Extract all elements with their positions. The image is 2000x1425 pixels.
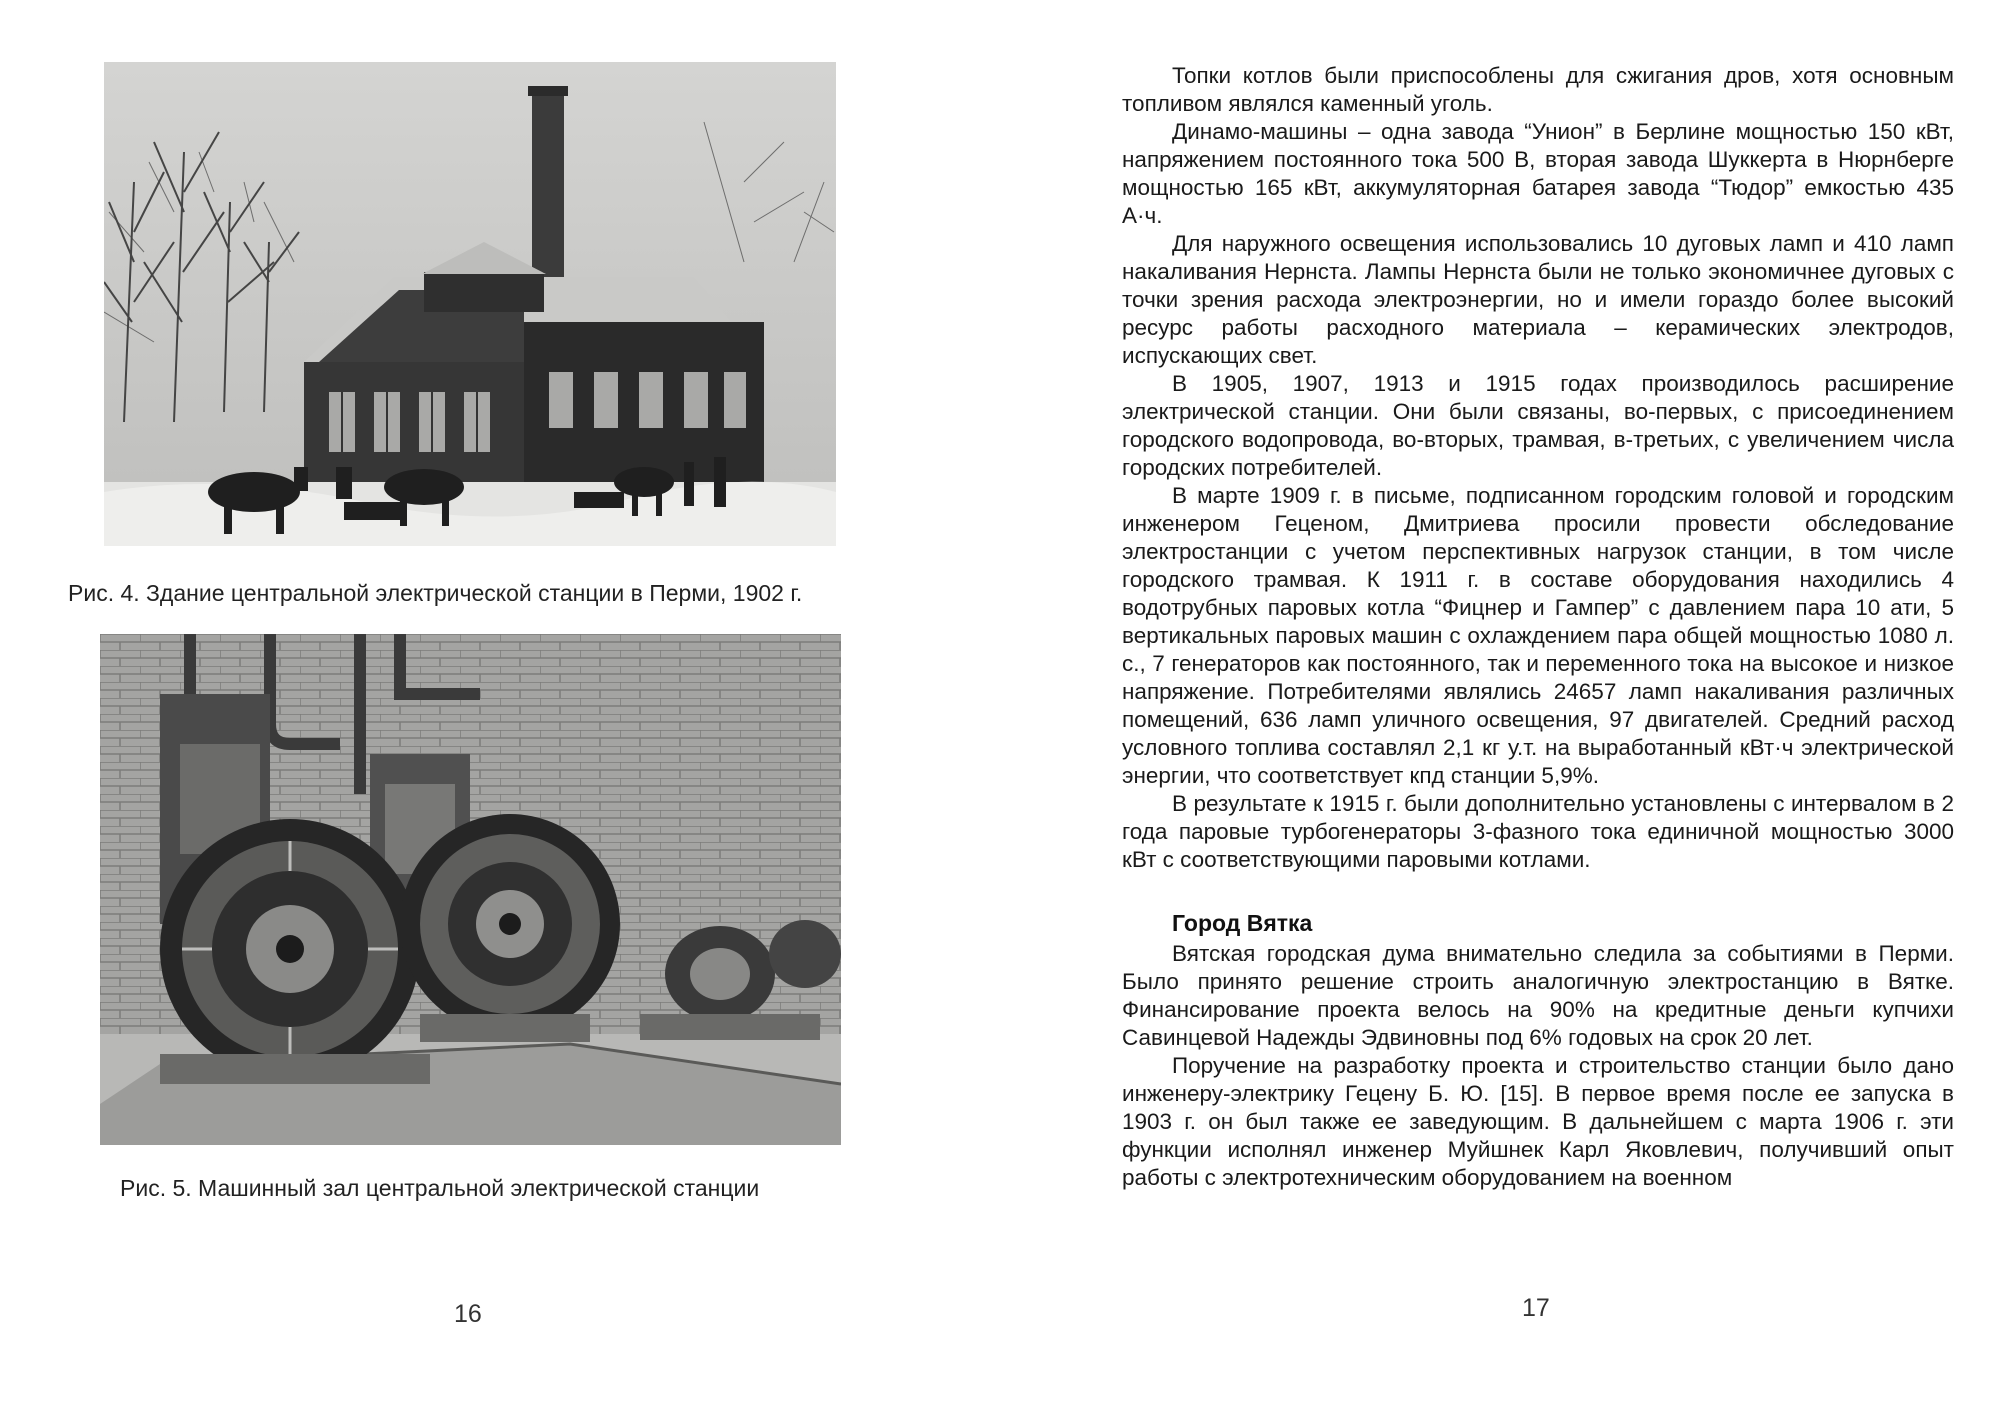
paragraph: Вятская городская дума внимательно следила за событиями в Перми. Было принято решение строить аналогичную электростанцию в Вятке. Финансирование проекта велось на 90% на кредитные деньги купчихи Савинцевой Надежды Эдвиновны под 6% годовых на срок 20 лет. (1122, 941, 1954, 1050)
figure-caption: Рис. 5. Машинный зал центральной электрической станции (120, 1175, 760, 1201)
paragraph: Для наружного освещения использовались 10 дуговых ламп и 410 ламп накаливания Нернста. Лампы Нернста были не только экономичнее дуговых с точки зрения расхода электроэнергии, но и имели гораздо более высокий ресурс работы расходного материала – керамических электродов, испускающих свет. (1122, 231, 1954, 368)
figure-caption: Рис. 4. Здание центральной электрической станции в Перми, 1902 г. (68, 580, 803, 606)
machine-hall-photo (100, 634, 841, 1145)
paragraph: В марте 1909 г. в письме, подписанном городским головой и городским инженером Геценом, Дмитриева просили провести обследование электростанции с учетом перспективных нагрузок станции, в том числе городского трамвая. К 1911 г. в составе оборудования находились 4 водотрубных паровых котла “Фицнер и Гампер” с давлением пара 10 ати, 5 вертикальных паровых машин с охлаждением пара общей мощностью 1080 л. с., 7 генераторов как постоянного, так и переменного тока на высокое и низкое напряжение. Потребителями являлись 24657 ламп накаливания различных помещений, 636 ламп уличного освещения, 97 двигателей. Средний расход условного топлива составлял 2,1 кг у.т. на выработанный кВт·ч электрической энергии, что соответствует кпд станции 5,9%. (1122, 483, 1954, 788)
paragraph: Топки котлов были приспособлены для сжигания дров, хотя основным топливом являлся каменный уголь. (1122, 63, 1954, 116)
paragraph: В 1905, 1907, 1913 и 1915 годах производилось расширение электрической станции. Они были связаны, во-первых, с присоединением городского водопровода, во-вторых, трамвая, в-третьих, с увеличением числа городских потребителей. (1122, 371, 1954, 480)
paragraph: Поручение на разработку проекта и строительство станции было дано инженеру-электрику Гецену Б. Ю. [15]. В первое время после ее запуска в 1903 г. он был также ее заведующим. В дальнейшем с марта 1906 г. эти функции исполнял инженер Муйшнек Карл Яковлевич, получивший опыт работы с электротехническим оборудованием на военном (1122, 1053, 1954, 1190)
body-text-column (1122, 62, 1954, 1192)
page-number: 17 (1522, 1294, 1550, 1322)
photo-machine-hall-generators-icon (100, 634, 841, 1145)
page-number: 16 (454, 1300, 482, 1328)
paragraph: В результате к 1915 г. были дополнительно установлены с интервалом в 2 года паровые турбогенераторы 3-фазного тока единичной мощностью 3000 кВт с соответствующими паровыми котлами. (1122, 791, 1954, 872)
section-heading: Город Вятка (1172, 910, 1313, 936)
paragraph: Динамо-машины – одна завода “Унион” в Берлине мощностью 150 кВт, напряжением постоянного тока 500 В, вторая завода Шуккерта в Нюрнберге мощностью 165 кВт, аккумуляторная батарея завода “Тюдор” емкостью 435 А·ч. (1122, 119, 1954, 228)
photo-power-station-building-winter-icon (104, 62, 836, 546)
power-station-building-photo (104, 62, 836, 546)
right-page (1000, 0, 2000, 1425)
